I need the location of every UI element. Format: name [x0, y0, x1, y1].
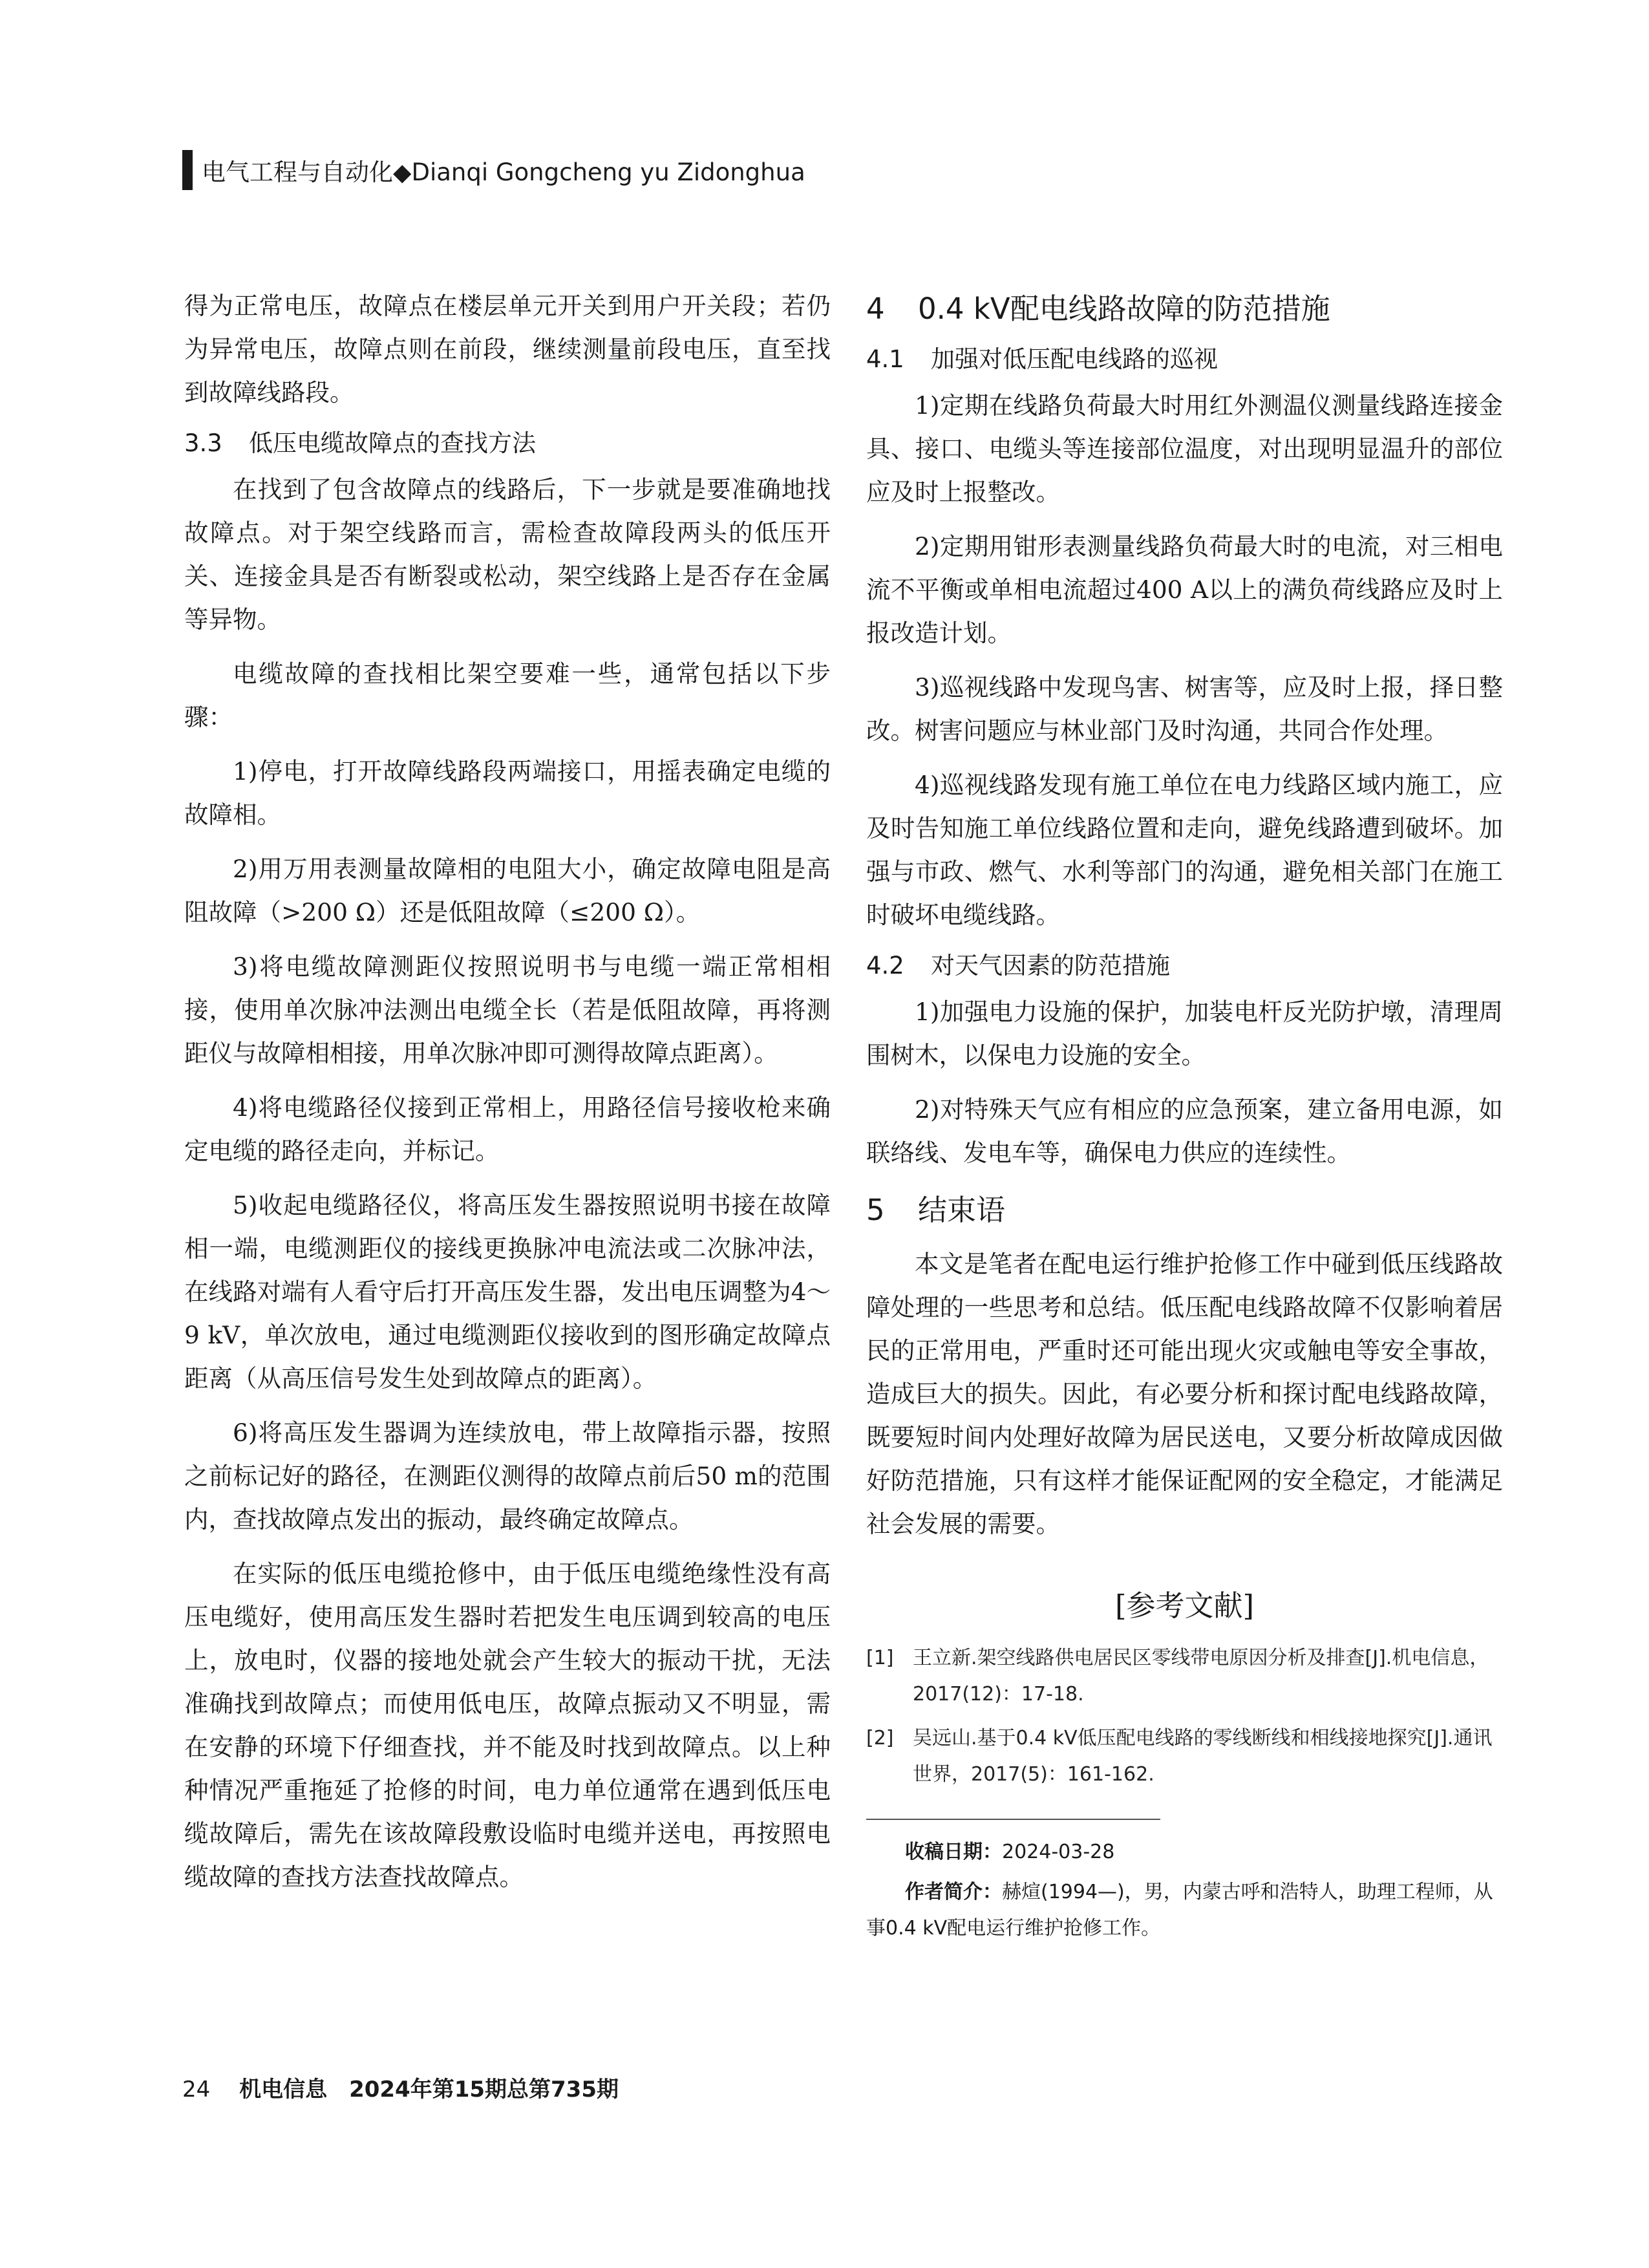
running-header: [182, 150, 805, 190]
conclusion-paragraph: 本文是笔者在配电运行维护抢修工作中碰到低压线路故障处理的一些思考和总结。低压配电线路故障不仅影响着居民的正常用电，严重时还可能出现火灾或触电等安全事故，造成巨大的损失。因此，有必要分析和探讨配电线路故障，既要短时间内处理好故障为居民送电，又要分析故障成因做好防范措施，只有这样才能保证配网的安全稳定，才能满足社会发展的需要。: [866, 1250, 1503, 1538]
step-item: 3)将电缆故障测距仪按照说明书与电缆一端正常相相接，使用单次脉冲法测出电缆全长（若是低阻故障，再将测距仪与故障相相接，用单次脉冲即可测得故障点距离）。: [184, 952, 831, 1067]
subsection-number: 3.3: [184, 429, 222, 457]
footnote-divider: [866, 1819, 1160, 1820]
reference-text: 吴远山.基于0.4 kV低压配电线路的零线断线和相线接地探究[J].通讯世界，2017(5)：161-162.: [913, 1727, 1493, 1786]
left-column: [184, 284, 831, 1910]
received-value: 2024-03-28: [1002, 1841, 1115, 1863]
list-item: 2)对特殊天气应有相应的应急预案，建立备用电源，如联络线、发电车等，确保电力供应的连续性。: [866, 1095, 1503, 1167]
paragraph: 电缆故障的查找相比架空要难一些，通常包括以下步骤：: [184, 659, 831, 731]
paragraph: 在找到了包含故障点的线路后，下一步就是要准确地找故障点。对于架空线路而言，需检查故障段两头的低压开关、连接金具是否有断裂或松动，架空线路上是否存在金属等异物。: [184, 475, 831, 634]
author-value: 赫煊(1994—)，男，内蒙古呼和浩特人，助理工程师，从事0.4 kV配电运行维护抢修工作。: [866, 1881, 1493, 1940]
subsection-title: 加强对低压配电线路的巡视: [931, 345, 1218, 373]
journal-issue: 机电信息 2024年第15期总第735期: [239, 2077, 619, 2102]
author-bio: [866, 1874, 1503, 1947]
subsection-number: 4.2: [866, 952, 904, 979]
step-item: 5)收起电缆路径仪，将高压发生器按照说明书接在故障相一端，电缆测距仪的接线更换脉冲电流法或二次脉冲法，在线路对端有人看守后打开高压发生器，发出电压调整为4～9 kV，单次放电，通过电缆测距仪接收到的图形确定故障点距离（从高压信号发生处到故障点的距离）。: [184, 1191, 831, 1393]
reference-list: [866, 1640, 1503, 1793]
step-item: 1)停电，打开故障线路段两端接口，用摇表确定电缆的故障相。: [184, 757, 831, 829]
list-item: 3)巡视线路中发现鸟害、树害等，应及时上报，择日整改。树害问题应与林业部门及时沟通，共同合作处理。: [866, 673, 1503, 745]
section-title: 结束语: [918, 1193, 1006, 1227]
subsection-heading-3-3: [184, 425, 831, 462]
list-item: 1)加强电力设施的保护，加装电杆反光防护墩，清理周围树木，以保电力设施的安全。: [866, 998, 1503, 1069]
section-title: 0.4 kV配电线路故障的防范措施: [918, 292, 1330, 326]
step-item: 4)将电缆路径仪接到正常相上，用路径信号接收枪来确定电缆的路径走向，并标记。: [184, 1093, 831, 1165]
header-bar-mark: [182, 150, 193, 190]
page-number: 24: [182, 2077, 211, 2102]
list-item: 2)定期用钳形表测量线路负荷最大时的电流，对三相电流不平衡或单相电流超过400 A以上的满负荷线路应及时上报改造计划。: [866, 532, 1503, 647]
reference-item: [866, 1720, 1503, 1793]
references-heading: [参考文献]: [1114, 1589, 1255, 1623]
step-item: 2)用万用表测量故障相的电阻大小，确定故障电阻是高阻故障（>200 Ω）还是低阻故障（≤200 Ω）。: [184, 855, 831, 926]
reference-item: [866, 1640, 1503, 1713]
section-number: 4: [866, 292, 885, 326]
subsection-heading-4-2: [866, 948, 1503, 984]
reference-number: [2]: [866, 1727, 894, 1749]
header-text: 电气工程与自动化◆Dianqi Gongcheng yu Zidonghua: [202, 158, 805, 186]
section-number: 5: [866, 1193, 885, 1227]
step-item: 6)将高压发生器调为连续放电，带上故障指示器，按照之前标记好的路径，在测距仪测得的故障点前后50 m的范围内，查找故障点发出的振动，最终确定故障点。: [184, 1418, 831, 1534]
received-label: 收稿日期：: [905, 1841, 1002, 1863]
paragraph: 在实际的低压电缆抢修中，由于低压电缆绝缘性没有高压电缆好，使用高压发生器时若把发生电压调到较高的电压上，放电时，仪器的接地处就会产生较大的振动干扰，无法准确找到故障点；而使用低电压，故障点振动又不明显，需在安静的环境下仔细查找，并不能及时找到故障点。以上种种情况严重拖延了抢修的时间，电力单位通常在遇到低压电缆故障后，需先在该故障段敷设临时电缆并送电，再按照电缆故障的查找方法查找故障点。: [184, 1559, 831, 1891]
paragraph-continued: 得为正常电压，故障点在楼层单元开关到用户开关段；若仍为异常电压，故障点则在前段，继续测量前段电压，直至找到故障线路段。: [184, 292, 831, 407]
section-heading-4: [866, 284, 1503, 334]
list-item: 1)定期在线路负荷最大时用红外测温仪测量线路连接金具、接口、电缆头等连接部位温度，对出现明显温升的部位应及时上报整改。: [866, 391, 1503, 506]
reference-text: 王立新.架空线路供电居民区零线带电原因分析及排查[J].机电信息，2017(12)：17-18.: [913, 1647, 1489, 1706]
author-label: 作者简介：: [905, 1881, 1002, 1903]
list-item: 4)巡视线路发现有施工单位在电力线路区域内施工，应及时告知施工单位线路位置和走向，避免线路遭到破坏。加强与市政、燃气、水利等部门的沟通，避免相关部门在施工时破坏电缆线路。: [866, 771, 1503, 929]
section-heading-5: [866, 1186, 1503, 1235]
subsection-title: 对天气因素的防范措施: [931, 952, 1170, 979]
subsection-number: 4.1: [866, 345, 904, 373]
received-date: [866, 1834, 1503, 1870]
page-footer: [182, 2071, 619, 2103]
reference-number: [1]: [866, 1647, 894, 1669]
right-column: [866, 284, 1503, 1951]
subsection-title: 低压电缆故障点的查找方法: [249, 429, 536, 457]
subsection-heading-4-1: [866, 341, 1503, 378]
